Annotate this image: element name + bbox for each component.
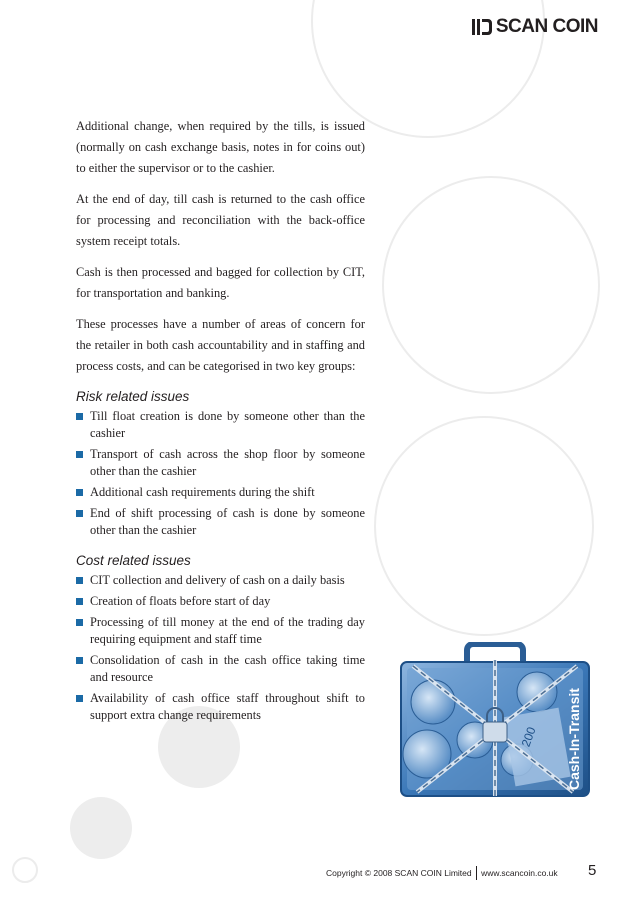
cost-list (76, 572, 365, 724)
decorative-circle (382, 176, 600, 394)
list-item: CIT collection and delivery of cash on a daily basis (76, 572, 365, 589)
paragraph: At the end of day, till cash is returned to the cash office for processing and reconciliation with the back-office system receipt totals. (76, 192, 365, 248)
bullet-square-icon (76, 413, 83, 420)
decorative-circle (12, 857, 38, 883)
footer-divider (476, 866, 478, 880)
footer (326, 866, 558, 880)
risk-list (76, 408, 365, 539)
paragraph: These processes have a number of areas of concern for the retailer in both cash accountability and in staffing and process costs, and can be categorised in two key groups: (76, 317, 365, 373)
logo-text: SCAN COIN (495, 16, 598, 37)
page-number: 5 (588, 862, 597, 879)
cash-in-transit-label: Cash-In-Transit (566, 688, 582, 790)
bullet-square-icon (76, 695, 83, 702)
risk-heading: Risk related issues (76, 389, 190, 404)
scan-coin-logo (472, 16, 598, 38)
list-item: Additional cash requirements during the shift (76, 484, 365, 501)
paragraph: Additional change, when required by the tills, is issued (normally on cash exchange basis, notes in for coins out) to either the supervisor or to the cashier. (76, 119, 365, 175)
main-content (76, 116, 365, 728)
list-item: End of shift processing of cash is done by someone other than the cashier (76, 505, 365, 539)
list-item: Creation of floats before start of day (76, 593, 365, 610)
bullet-square-icon (76, 619, 83, 626)
footer-copyright: Copyright © 2008 SCAN COIN Limited (326, 868, 472, 878)
bullet-square-icon (76, 451, 83, 458)
bullet-square-icon (76, 657, 83, 664)
list-item: Consolidation of cash in the cash office taking time and resource (76, 652, 365, 686)
cost-heading: Cost related issues (76, 553, 191, 568)
bullet-square-icon (76, 577, 83, 584)
list-item: Till float creation is done by someone other than the cashier (76, 408, 365, 442)
cash-in-transit-image (397, 642, 593, 800)
scan-coin-logo-icon (472, 18, 492, 36)
footer-website-link[interactable]: www.scancoin.co.uk (481, 868, 558, 878)
bullet-square-icon (76, 489, 83, 496)
paragraph: Cash is then processed and bagged for collection by CIT, for transportation and banking. (76, 265, 365, 300)
list-item: Processing of till money at the end of the trading day requiring equipment and staff time (76, 614, 365, 648)
banknote-value: 200 (518, 725, 539, 749)
list-item: Transport of cash across the shop floor by someone other than the cashier (76, 446, 365, 480)
bullet-square-icon (76, 510, 83, 517)
list-item: Availability of cash office staff throughout shift to support extra change requirements (76, 690, 365, 724)
decorative-circle (374, 416, 594, 636)
bullet-square-icon (76, 598, 83, 605)
decorative-circle (70, 797, 132, 859)
